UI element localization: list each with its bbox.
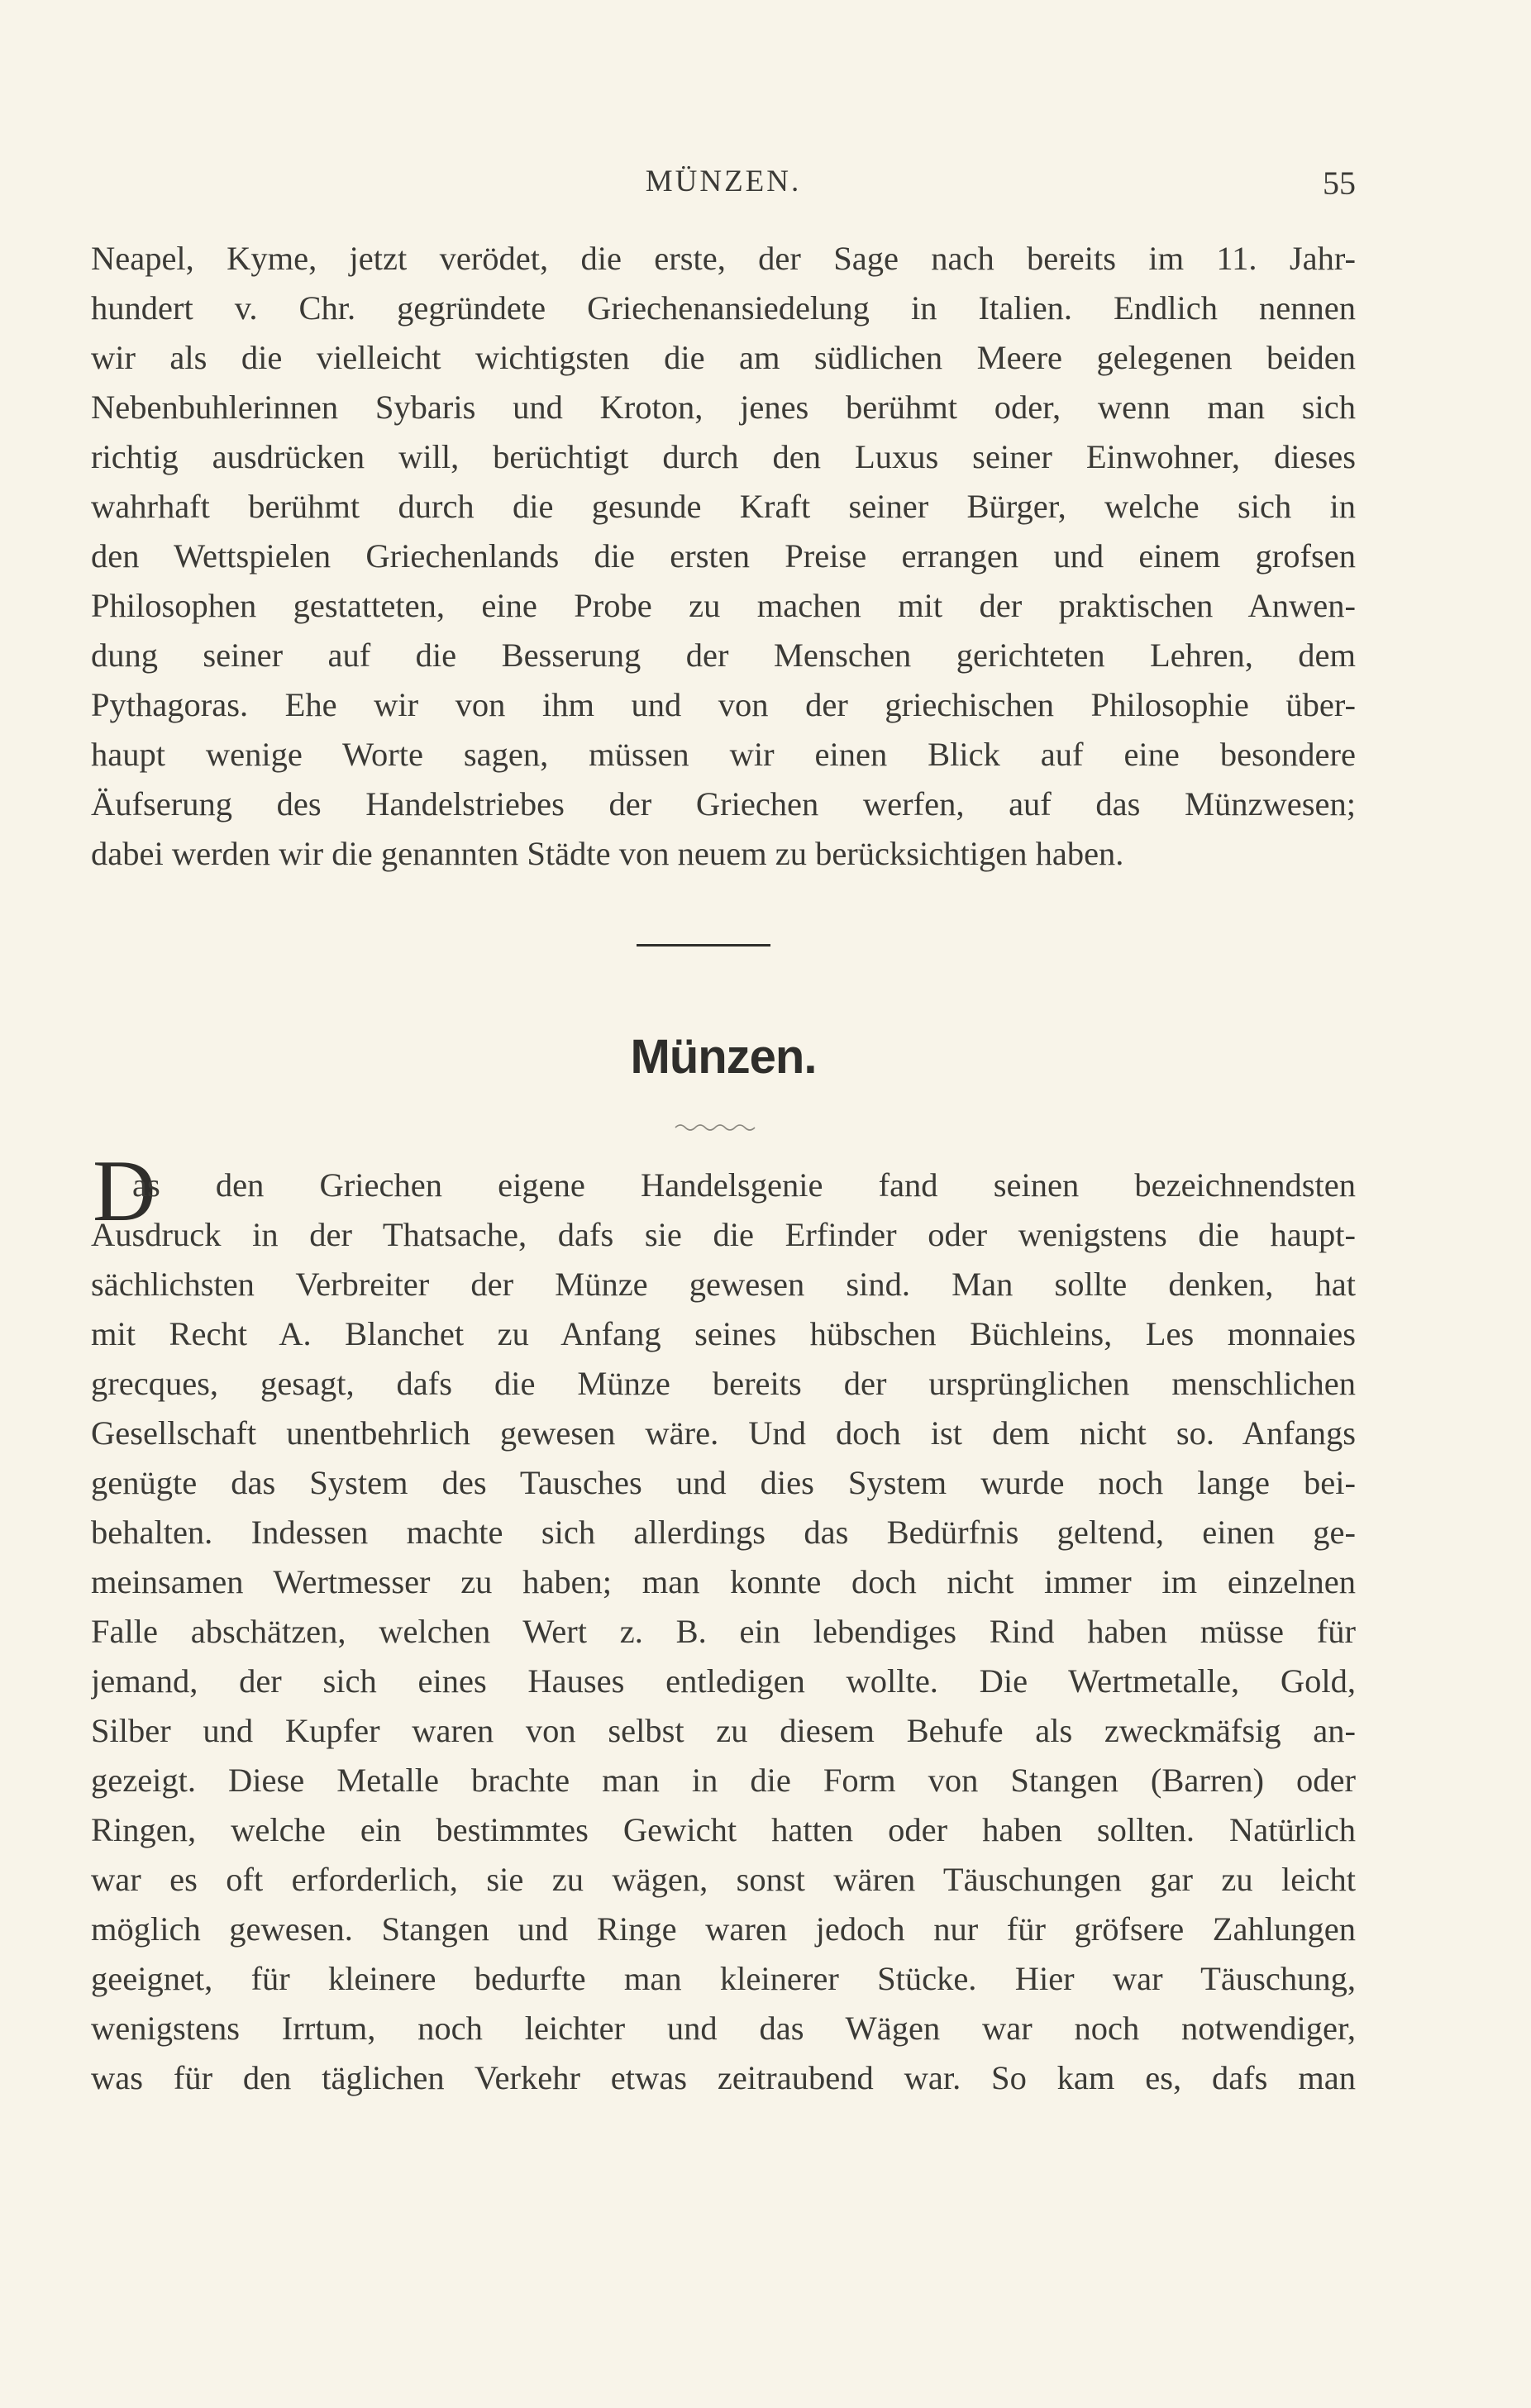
section-title: Münzen. bbox=[630, 1030, 817, 1084]
text-line: Nebenbuhlerinnen Sybaris und Kroton, jenes berühmt oder, wenn man sich bbox=[91, 389, 1356, 426]
text-line: wahrhaft berühmt durch die gesunde Kraft seiner Bürger, welche sich in bbox=[91, 488, 1356, 525]
text-line: genügte das System des Tausches und dies System wurde noch lange bei- bbox=[91, 1464, 1356, 1501]
paragraph-continued bbox=[91, 234, 1356, 879]
running-title: MÜNZEN. bbox=[645, 165, 802, 198]
text-line: dung seiner auf die Besserung der Menschen gerichteten Lehren, dem bbox=[91, 637, 1356, 674]
text-line: dabei werden wir die genannten Städte von neuem zu berücksichtigen haben. bbox=[91, 835, 1124, 872]
text-line: den Wettspielen Griechenlands die ersten Preise errangen und einem grofsen bbox=[91, 537, 1356, 575]
text-line: as den Griechen eigene Handelsgenie fand seinen bezeichnendsten bbox=[132, 1166, 1356, 1204]
text-line: Pythagoras. Ehe wir von ihm und von der griechischen Philosophie über- bbox=[91, 686, 1356, 723]
text-line: grecques, gesagt, dafs die Münze bereits der ursprünglichen menschlichen bbox=[91, 1365, 1356, 1402]
text-line: Ringen, welche ein bestimmtes Gewicht hatten oder haben sollten. Natürlich bbox=[91, 1811, 1356, 1848]
text-line: behalten. Indessen machte sich allerdings das Bedürfnis geltend, einen ge- bbox=[91, 1514, 1356, 1551]
text-line: haupt wenige Worte sagen, müssen wir einen Blick auf eine besondere bbox=[91, 736, 1356, 773]
text-line: wir als die vielleicht wichtigsten die am südlichen Meere gelegenen beiden bbox=[91, 339, 1356, 376]
text-line: mit Recht A. Blanchet zu Anfang seines hübschen Büchleins, Les monnaies bbox=[91, 1315, 1356, 1352]
text-line: möglich gewesen. Stangen und Ringe waren jedoch nur für gröfsere Zahlungen bbox=[91, 1910, 1356, 1948]
text-line: war es oft erforderlich, sie zu wägen, sonst wären Täuschungen gar zu leicht bbox=[91, 1861, 1356, 1898]
text-line: Falle abschätzen, welchen Wert z. B. ein lebendiges Rind haben müsse für bbox=[91, 1613, 1356, 1650]
text-line: was für den täglichen Verkehr etwas zeitraubend war. So kam es, dafs man bbox=[91, 2059, 1356, 2096]
page-number: 55 bbox=[1323, 165, 1356, 202]
text-line: gezeigt. Diese Metalle brachte man in die Form von Stangen (Barren) oder bbox=[91, 1762, 1356, 1799]
section-divider-rule bbox=[637, 944, 770, 947]
text-line: richtig ausdrücken will, berüchtigt durch den Luxus seiner Einwohner, dieses bbox=[91, 438, 1356, 475]
text-line: wenigstens Irrtum, noch leichter und das Wägen war noch notwendiger, bbox=[91, 2010, 1356, 2047]
text-line: Ausdruck in der Thatsache, dafs sie die Erfinder oder wenigstens die haupt- bbox=[91, 1216, 1356, 1253]
text-line: Silber und Kupfer waren von selbst zu diesem Behufe als zweckmäfsig an- bbox=[91, 1712, 1356, 1749]
section-body bbox=[91, 1161, 1356, 2103]
running-head bbox=[91, 164, 1356, 205]
text-line: jemand, der sich eines Hauses entledigen wollte. Die Wertmetalle, Gold, bbox=[91, 1662, 1356, 1700]
text-line: Philosophen gestatteten, eine Probe zu machen mit der praktischen Anwen- bbox=[91, 587, 1356, 624]
text-line: geeignet, für kleinere bedurfte man kleinerer Stücke. Hier war Täuschung, bbox=[91, 1960, 1356, 1997]
text-line: sächlichsten Verbreiter der Münze gewesen sind. Man sollte denken, hat bbox=[91, 1266, 1356, 1303]
text-line: meinsamen Wertmesser zu haben; man konnte doch nicht immer im einzelnen bbox=[91, 1563, 1356, 1600]
text-line: Äufserung des Handelstriebes der Griechen werfen, auf das Münzwesen; bbox=[91, 785, 1356, 823]
text-line: Gesellschaft unentbehrlich gewesen wäre. Und doch ist dem nicht so. Anfangs bbox=[91, 1414, 1356, 1452]
text-line: hundert v. Chr. gegründete Griechenansiedelung in Italien. Endlich nennen bbox=[91, 289, 1356, 327]
drop-cap: D bbox=[93, 1142, 156, 1239]
text-line: Neapel, Kyme, jetzt verödet, die erste, der Sage nach bereits im 11. Jahr- bbox=[91, 240, 1356, 277]
wavy-ornament-icon bbox=[674, 1121, 756, 1132]
